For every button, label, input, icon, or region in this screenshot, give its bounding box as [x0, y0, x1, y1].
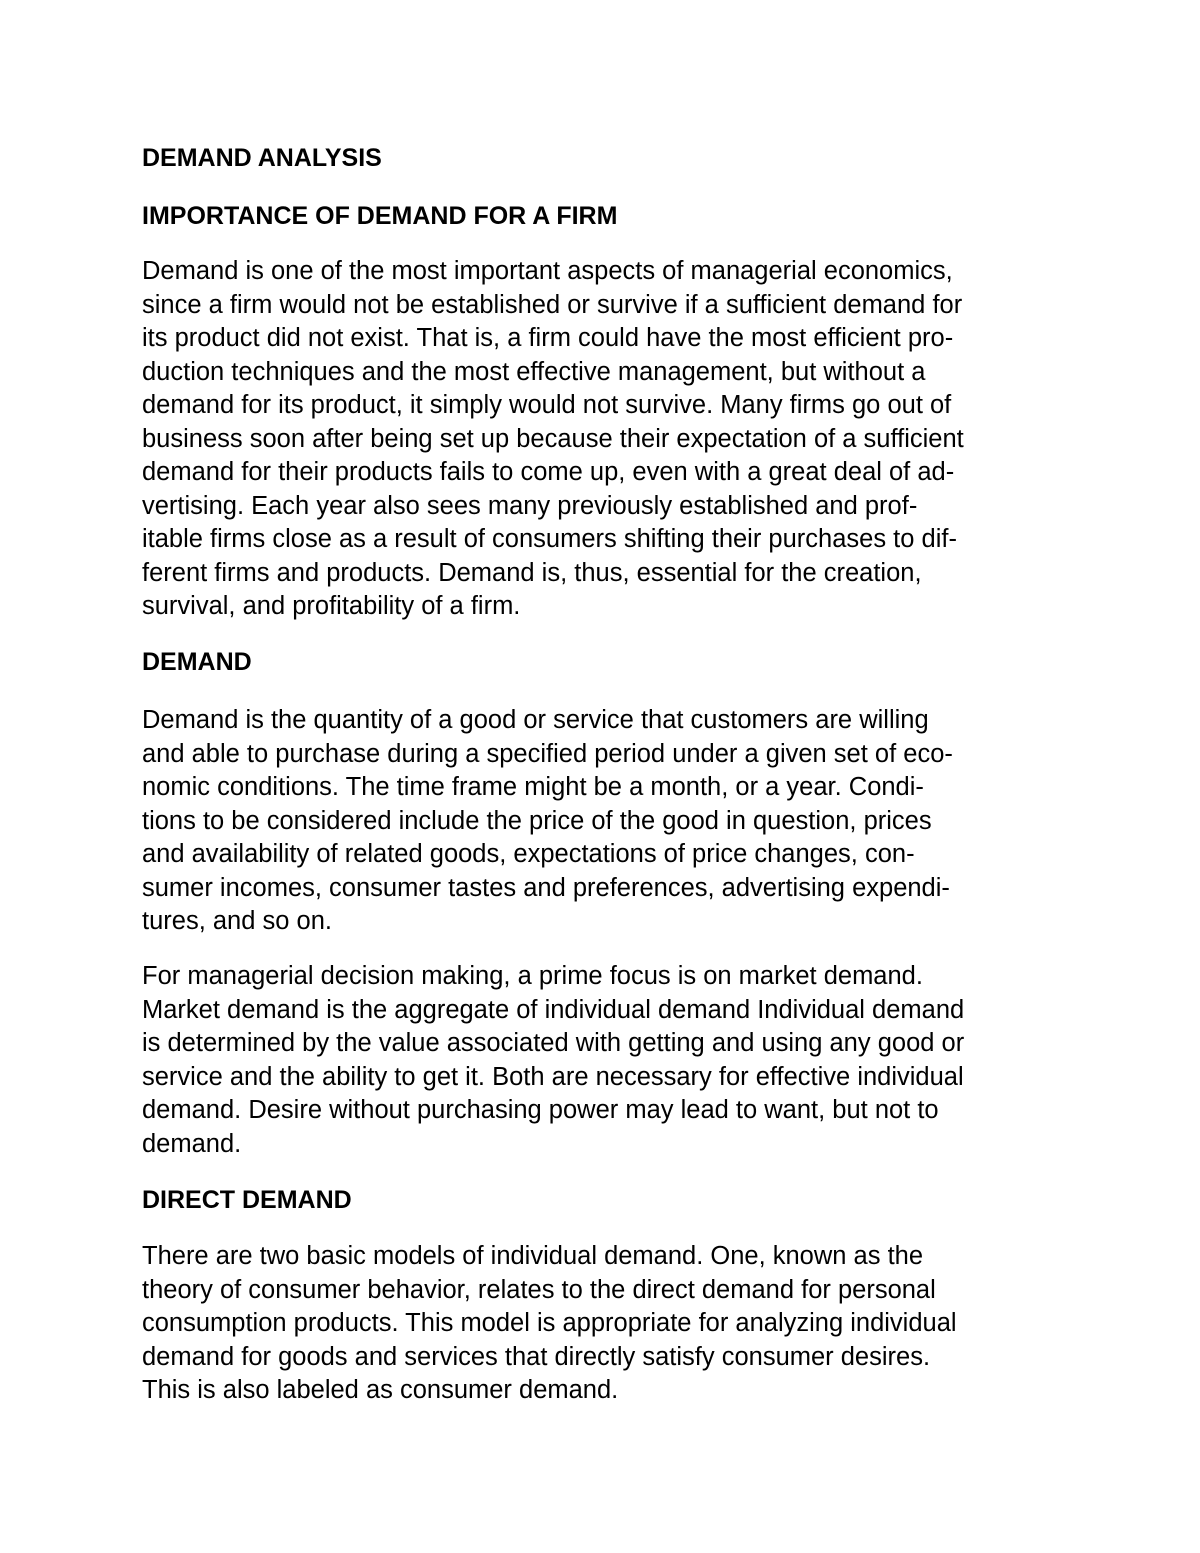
text-line: sumer incomes, consumer tastes and preferences, advertising expendi-: [142, 873, 950, 902]
text-line: tions to be considered include the price of the good in question, prices: [142, 806, 932, 835]
text-line: Demand is one of the most important aspects of managerial economics,: [142, 257, 953, 285]
text-line: tures, and so on.: [142, 907, 332, 935]
text-line: is determined by the value associated with getting and using any good or: [142, 1029, 965, 1057]
text-line: service and the ability to get it. Both are necessary for effective individual: [142, 1062, 964, 1091]
text-line: ferent firms and products. Demand is, thus, essential for the creation,: [142, 558, 922, 587]
document-title: DEMAND ANALYSIS: [142, 144, 382, 172]
text-line: theory of consumer behavior, relates to the direct demand for personal: [142, 1275, 936, 1304]
text-line: demand for their products fails to come up, even with a great deal of ad-: [142, 458, 955, 486]
paragraph-importance: [142, 255, 1082, 624]
text-line: demand. Desire without purchasing power may lead to want, but not to: [142, 1096, 939, 1124]
text-line: demand for its product, it simply would not survive. Many firms go out of: [142, 391, 952, 419]
text-line: There are two basic models of individual demand. One, known as the: [142, 1242, 924, 1270]
text-line: Market demand is the aggregate of individual demand Individual demand: [142, 995, 965, 1024]
section-heading-importance: IMPORTANCE OF DEMAND FOR A FIRM: [142, 202, 618, 230]
text-line: and able to purchase during a specified period under a given set of eco-: [142, 739, 953, 768]
text-line: This is also labeled as consumer demand.: [142, 1376, 619, 1404]
text-line: consumption products. This model is appropriate for analyzing individual: [142, 1309, 957, 1337]
text-line: survival, and profitability of a firm.: [142, 592, 521, 620]
text-line: Demand is the quantity of a good or service that customers are willing: [142, 706, 929, 734]
text-line: business soon after being set up because their expectation of a sufficient: [142, 424, 964, 453]
paragraph-market-demand: [142, 960, 1082, 1161]
section-heading-direct-demand: DIRECT DEMAND: [142, 1186, 352, 1214]
text-line: demand for goods and services that directly satisfy consumer desires.: [142, 1342, 931, 1371]
text-line: and availability of related goods, expectations of price changes, con-: [142, 840, 915, 868]
text-line: duction techniques and the most effective management, but without a: [142, 357, 926, 386]
text-line: vertising. Each year also sees many previously established and prof-: [142, 491, 918, 520]
paragraph-direct-demand: [142, 1240, 1082, 1408]
paragraph-demand-definition: [142, 704, 1082, 939]
text-line: nomic conditions. The time frame might be a month, or a year. Condi-: [142, 773, 924, 801]
text-line: its product did not exist. That is, a firm could have the most efficient pro-: [142, 324, 954, 352]
section-heading-demand: DEMAND: [142, 648, 252, 676]
text-line: For managerial decision making, a prime focus is on market demand.: [142, 962, 923, 990]
text-line: since a firm would not be established or survive if a sufficient demand for: [142, 290, 963, 319]
text-line: itable firms close as a result of consumers shifting their purchases to dif-: [142, 525, 957, 553]
text-line: demand.: [142, 1129, 242, 1158]
